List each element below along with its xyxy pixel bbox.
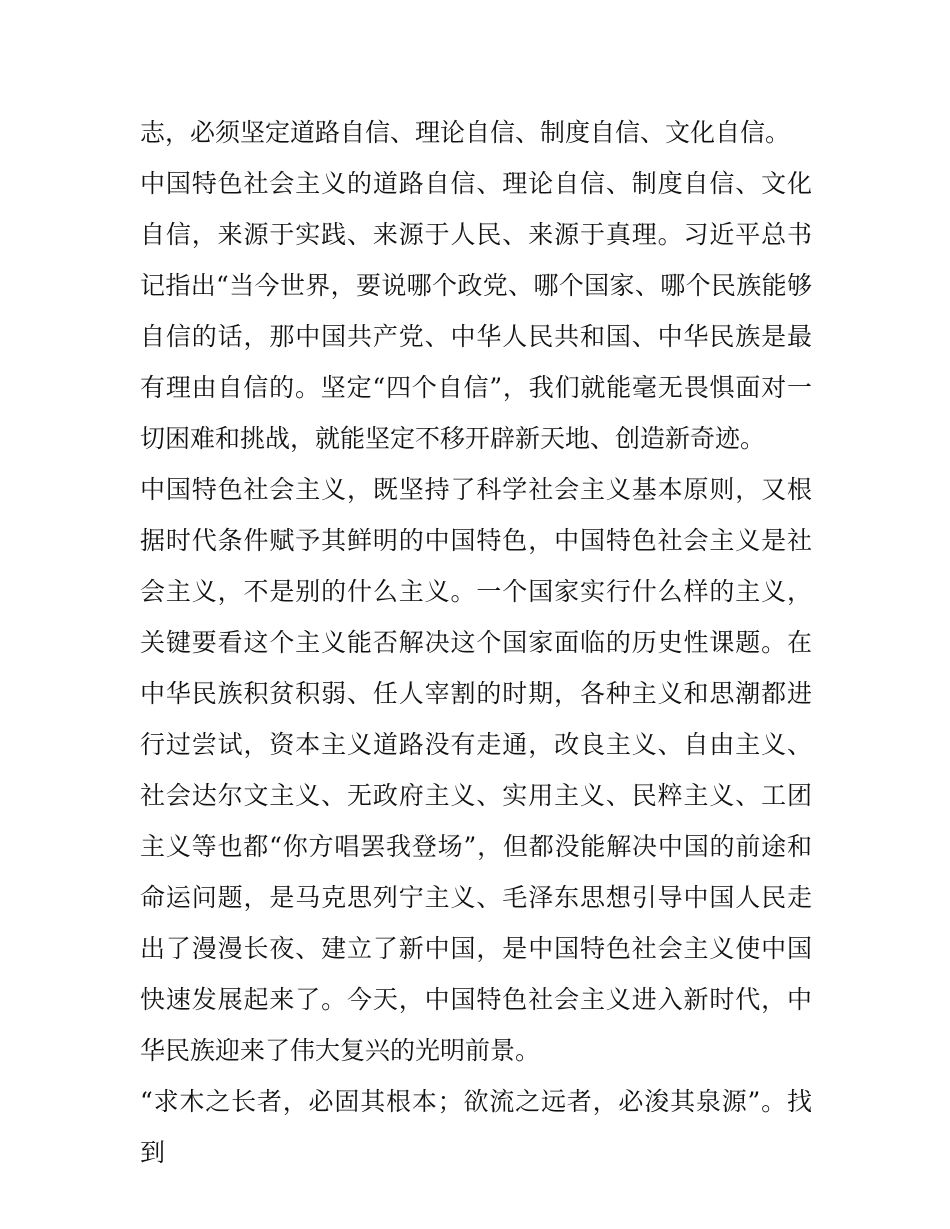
document-body: [140, 107, 812, 1178]
paragraph-2: 中国特色社会主义的道路自信、理论自信、制度自信、文化自信，来源于实践、来源于人民、来源于真理。习近平总书记指出“当今世界，要说哪个政党、哪个国家、哪个民族能够自信的话，那中国共产党、中华人民共和国、中华民族是最有理由自信的。坚定“四个自信”，我们就能毫无畏惧面对一切困难和挑战，就能坚定不移开辟新天地、创造新奇迹。: [140, 169, 812, 453]
paragraph-3: 中国特色社会主义，既坚持了科学社会主义基本原则，又根据时代条件赋予其鲜明的中国特色，中国特色社会主义是社会主义，不是别的什么主义。一个国家实行什么样的主义，关键要看这个主义能否解决这个国家面临的历史性课题。在中华民族积贫积弱、任人宰割的时期，各种主义和思潮都进行过尝试，资本主义道路没有走通，改良主义、自由主义、社会达尔文主义、无政府主义、实用主义、民粹主义、工团主义等也都“你方唱罢我登场”，但都没能解决中国的前途和命运问题，是马克思列宁主义、毛泽东思想引导中国人民走出了漫漫长夜、建立了新中国，是中国特色社会主义使中国快速发展起来了。今天，中国特色社会主义进入新时代，中华民族迎来了伟大复兴的光明前景。: [140, 475, 812, 1065]
paragraph-4: “求木之长者，必固其根本；欲流之远者，必浚其泉源”。找到: [140, 1087, 812, 1167]
paragraph-1: 志，必须坚定道路自信、理论自信、制度自信、文化自信。: [140, 118, 791, 147]
